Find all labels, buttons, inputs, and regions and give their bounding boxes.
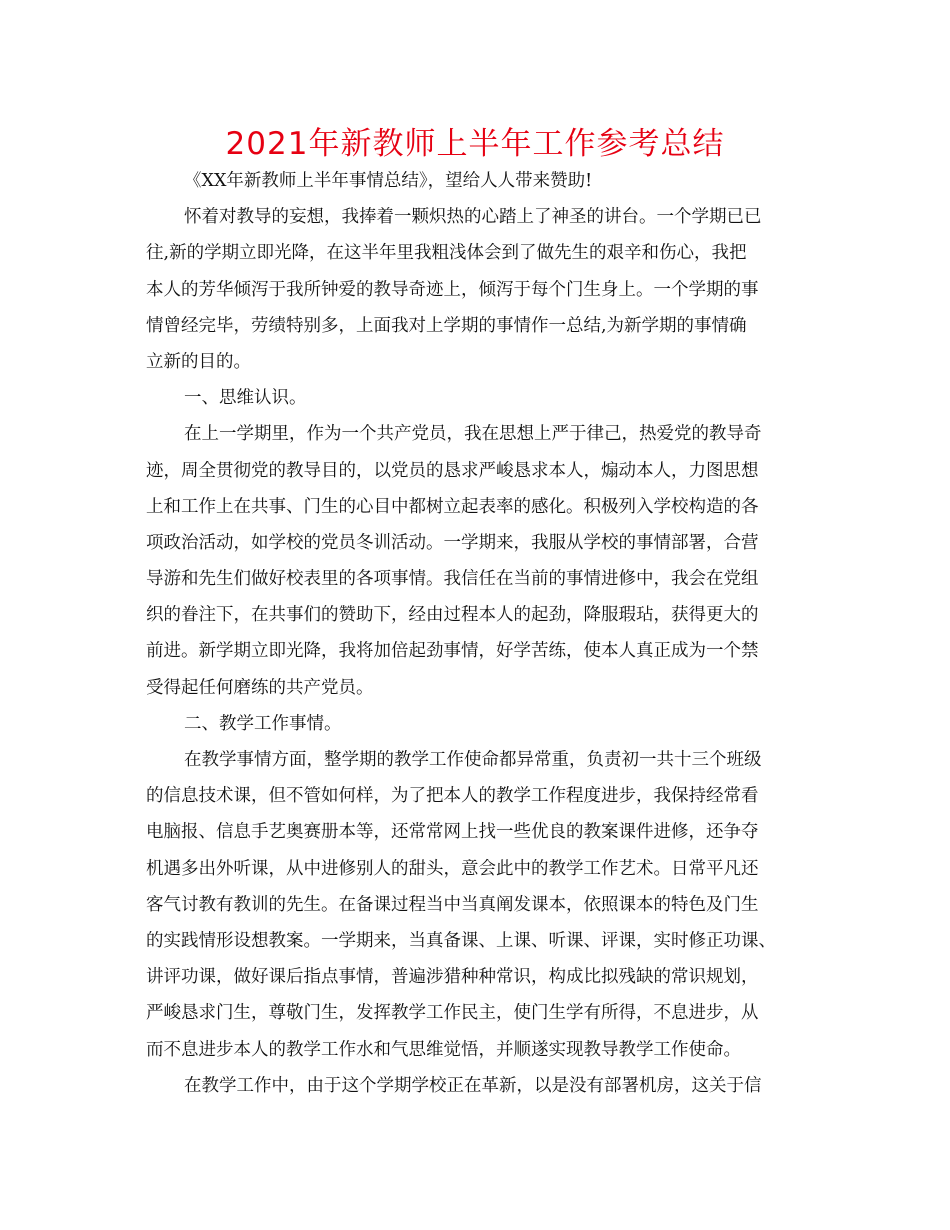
text-line: 往,新的学期立即光降，在这半年里我粗浅体会到了做先生的艰辛和伤心，我把 — [146, 243, 747, 264]
text-line: 导游和先生们做好校表里的各项事情。我信任在当前的事情进修中，我会在党组 — [146, 569, 759, 590]
text-line: 项政治活动，如学校的党员冬训活动。一学期来，我服从学校的事情部署，合营 — [146, 532, 759, 553]
text-line: 严峻恳求门生，尊敬门生，发挥教学工作民主，使门生学有所得，不息进步，从 — [146, 1003, 759, 1024]
document-body — [146, 163, 810, 1104]
text-line: 而不息进步本人的教学工作水和气思维觉悟，并顺遂实现教导教学工作使命。 — [146, 1039, 741, 1060]
text-line: 的信息技术课，但不管如何样，为了把本人的教学工作程度进步，我保持经常看 — [146, 786, 759, 807]
text-line: 受得起任何磨练的共产党员。 — [146, 677, 374, 698]
text-line: 迹，周全贯彻党的教导目的，以党员的恳求严峻恳求本人，煽动本人，力图思想 — [146, 460, 759, 481]
text-line: 立新的目的。 — [146, 351, 251, 372]
text-line: 的实践情形设想教案。一学期来，当真备课、上课、听课、评课，实时修正功课、 — [146, 930, 776, 951]
text-line: 情曾经完毕，劳绩特别多，上面我对上学期的事情作一总结,为新学期的事情确 — [146, 315, 747, 336]
text-line: 在教学工作中，由于这个学期学校正在革新，以是没有部署机房，这关于信 — [184, 1075, 762, 1096]
text-line: 《XX年新教师上半年事情总结》，望给人人带来赞助! — [184, 171, 593, 191]
text-line: 本人的芳华倾泻于我所钟爱的教导奇迹上，倾泻于每个门生身上。一个学期的事 — [146, 279, 759, 300]
text-line: 织的眷注下，在共事们的赞助下，经由过程本人的起劲，降服瑕玷，获得更大的 — [146, 605, 759, 626]
text-line: 客气讨教有教训的先生。在备课过程当中当真阐发课本，依照课本的特色及门生 — [146, 894, 759, 915]
text-line: 电脑报、信息手艺奥赛册本等，还常常网上找一些优良的教案课件进修，还争夺 — [146, 822, 759, 843]
text-line: 讲评功课，做好课后指点事情，普遍涉猎种种常识，构成比拟残缺的常识规划， — [146, 967, 759, 988]
text-line: 在上一学期里，作为一个共产党员，我在思想上严于律己，热爱党的教导奇 — [184, 424, 762, 445]
text-line: 前进。新学期立即光降，我将加倍起劲事情，好学苦练，使本人真正成为一个禁 — [146, 641, 759, 662]
document-title: 2021年新教师上半年工作参考总结 — [225, 126, 725, 162]
text-line: 在教学事情方面，整学期的教学工作使命都异常重，负责初一共十三个班级 — [184, 750, 762, 770]
text-line: 上和工作上在共事、门生的心目中都树立起表率的感化。积极列入学校构造的各 — [146, 496, 759, 517]
text-line: 怀着对教导的妄想，我捧着一颗炽热的心踏上了神圣的讲台。一个学期已已 — [184, 207, 762, 228]
text-line: 二、教学工作事情。 — [184, 713, 342, 734]
text-line: 机遇多出外听课，从中进修别人的甜头，意会此中的教学工作艺术。日常平凡还 — [146, 858, 759, 879]
text-line: 一、思维认识。 — [184, 388, 307, 409]
